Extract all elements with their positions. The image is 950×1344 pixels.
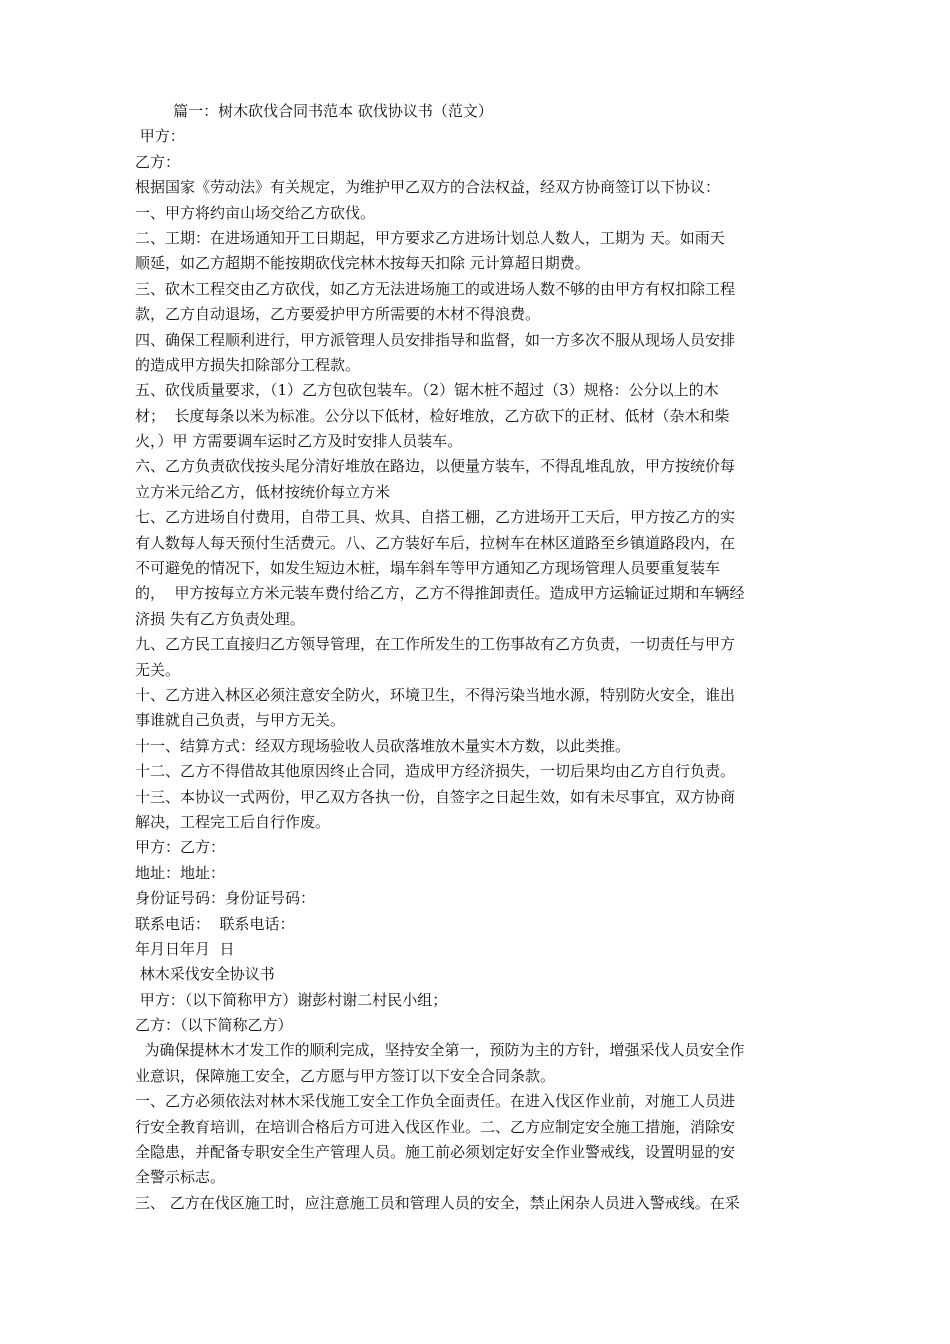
text-line: 为确保提林木才发工作的顺利完成，坚持安全第一，预防为主的方针，增强采伐人员安全作 bbox=[135, 1041, 745, 1060]
text-line: 乙方：（以下简称乙方） bbox=[135, 1016, 293, 1035]
text-line: 款，乙方自动退场，乙方要爱护甲方所需要的木材不得浪费。 bbox=[135, 305, 541, 324]
text-line: 火，）甲 方需要调车运时乙方及时安排人员装车。 bbox=[135, 432, 463, 451]
text-line: 材； 长度每条以米为标准。公分以下低材，检好堆放，乙方砍下的正材、低材（杂木和柴 bbox=[135, 406, 730, 425]
text-line: 一、乙方必须依法对林木采伐施工安全工作负全面责任。在进入伐区作业前，对施工人员进 bbox=[135, 1092, 736, 1111]
text-line: 顺延，如乙方超期不能按期砍伐完林木按每天扣除 元计算超日期费。 bbox=[135, 254, 590, 273]
text-line: 全隐患，并配备专职安全生产管理人员。施工前必须划定好安全作业警戒线，设置明显的安 bbox=[135, 1143, 736, 1162]
text-line: 济损 失有乙方负责处理。 bbox=[135, 609, 305, 628]
text-line: 行安全教育培训，在培训合格后方可进入伐区作业。二、乙方应制定安全施工措施，消除安 bbox=[135, 1117, 736, 1136]
document-body bbox=[135, 99, 835, 1216]
text-line: 甲方：乙方： bbox=[135, 838, 226, 857]
text-line: 十一、结算方式：经双方现场验收人员砍落堆放木量实木方数，以此类推。 bbox=[135, 736, 631, 755]
text-line: 年月日年月 日 bbox=[135, 939, 235, 958]
text-line: 有人数每人每天预付生活费元。八、乙方装好车后，拉树车在林区道路至乡镇道路段内，在 bbox=[135, 533, 736, 552]
text-line: 林木采伐安全协议书 bbox=[135, 965, 275, 984]
text-line: 十二、乙方不得借故其他原因终止合同，造成甲方经济损失，一切后果均由乙方自行负责。 bbox=[135, 762, 736, 781]
text-line: 无关。 bbox=[135, 660, 181, 679]
text-line: 甲方：（以下简称甲方）谢彭村谢二村民小组； bbox=[135, 990, 448, 1009]
text-line: 不可避免的情况下，如发生短边木桩，塌车斜车等甲方通知乙方现场管理人员要重复装车 bbox=[135, 559, 721, 578]
text-line: 九、乙方民工直接归乙方领导管理，在工作所发生的工伤事故有乙方负责，一切责任与甲方 bbox=[135, 635, 736, 654]
text-line: 身份证号码：身份证号码： bbox=[135, 889, 316, 908]
text-line: 一、甲方将约亩山场交给乙方砍伐。 bbox=[135, 203, 376, 222]
text-line: 三、 乙方在伐区施工时，应注意施工员和管理人员的安全，禁止闲杂人员进入警戒线。在采 bbox=[135, 1193, 740, 1212]
text-line: 联系电话： 联系电话： bbox=[135, 914, 295, 933]
text-line: 十、乙方进入林区必须注意安全防火，环境卫生，不得污染当地水源，特别防火安全，谁出 bbox=[135, 685, 736, 704]
text-line: 六、乙方负责砍伐按头尾分清好堆放在路边，以便量方装车，不得乱堆乱放，甲方按统价每 bbox=[135, 457, 736, 476]
text-line: 乙方： bbox=[135, 152, 181, 171]
text-line: 解决，工程完工后自行作废。 bbox=[135, 812, 331, 831]
text-line: 立方米元给乙方，低材按统价每立方米 bbox=[135, 482, 391, 501]
text-line: 甲方： bbox=[135, 127, 185, 146]
document-title-line: 篇一：树木砍伐合同书范本 砍伐协议书（范文） bbox=[135, 102, 493, 120]
text-line: 十三、本协议一式两份，甲乙双方各执一份，自签字之日起生效，如有未尽事宜，双方协商 bbox=[135, 787, 736, 806]
text-line: 三、砍木工程交由乙方砍伐，如乙方无法进场施工的或进场人数不够的由甲方有权扣除工程 bbox=[135, 279, 736, 298]
text-line: 根据国家《劳动法》有关规定，为维护甲乙双方的合法权益，经双方协商签订以下协议： bbox=[135, 178, 721, 197]
text-line: 五、砍伐质量要求，（1）乙方包砍包装车。（2）锯木桩不超过（3）规格：公分以上的木 bbox=[135, 381, 719, 400]
text-line: 四、确保工程顺利进行，甲方派管理人员安排指导和监督，如一方多次不服从现场人员安排 bbox=[135, 330, 736, 349]
text-line: 七、乙方进场自付费用，自带工具、炊具、自搭工棚，乙方进场开工天后，甲方按乙方的实 bbox=[135, 508, 736, 527]
text-line: 的造成甲方损失扣除部分工程款。 bbox=[135, 355, 361, 374]
text-line: 事谁就自己负责，与甲方无关。 bbox=[135, 711, 346, 730]
text-line: 地址：地址： bbox=[135, 863, 226, 882]
text-line: 全警示标志。 bbox=[135, 1168, 226, 1187]
text-line: 的， 甲方按每立方米元装车费付给乙方，乙方不得推卸责任。造成甲方运输证过期和车辆经 bbox=[135, 584, 745, 603]
text-line: 二、工期：在进场通知开工日期起，甲方要求乙方进场计划总人数人，工期为 天。如雨天 bbox=[135, 228, 725, 247]
text-line: 业意识，保障施工安全，乙方愿与甲方签订以下安全合同条款。 bbox=[135, 1066, 556, 1085]
